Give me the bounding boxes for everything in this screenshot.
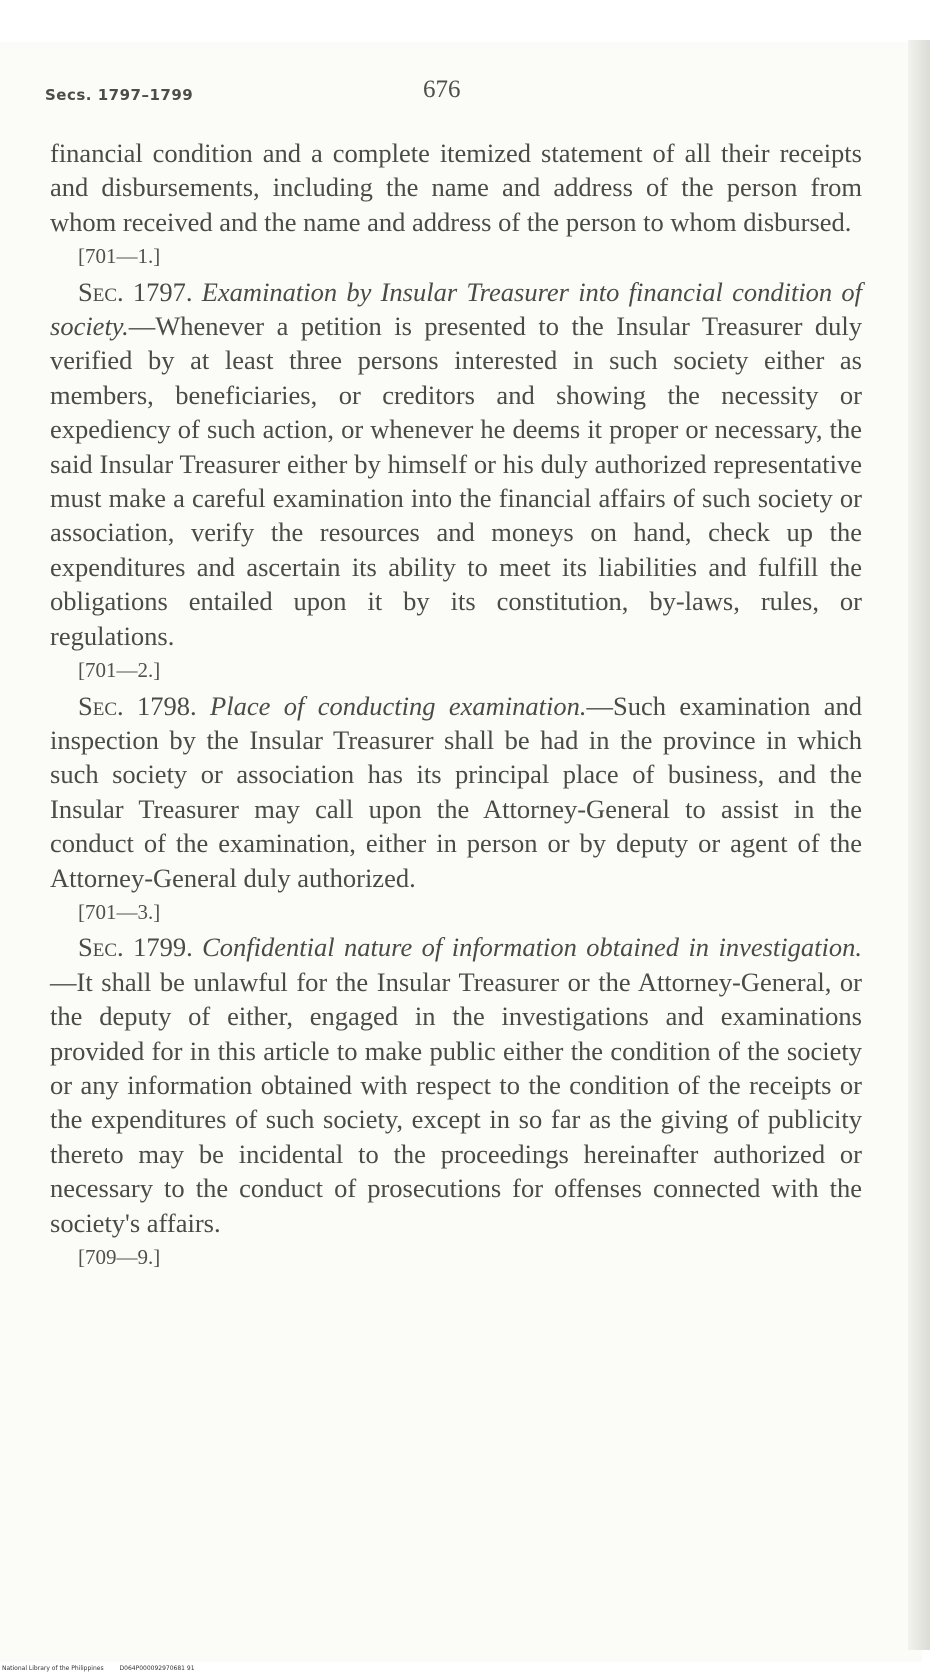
page-header [0, 76, 920, 116]
section-reference: [701—2.] [78, 658, 161, 683]
intro-paragraph: financial condition and a complete itemized statement of all their receipts and disbursements, including the name and address of the person from whom received and the name and address of the person to whom disbursed. [50, 138, 862, 237]
page-body [50, 136, 862, 1275]
section-caption: Place of conducting examination. [210, 690, 587, 721]
section-label: Sec. 1798. [78, 690, 197, 721]
running-head: Secs. 1797–1799 [45, 86, 194, 104]
section-1797 [50, 275, 862, 653]
section-label: Sec. 1797. [78, 276, 193, 307]
section-text: —Whenever a petition is presented to the Insular Treasurer duly verified by at least three persons interested in such society either as members, beneficiaries, or creditors and showing the necessity or expediency of such action, or whenever he deems it proper or necessary, the said Insular Treasurer either by himself or his duly authorized representative must make a careful examination into the financial affairs of such society or association, verify the resources and moneys on hand, check up the expenditures and ascertain its ability to meet its liabilities and fulfill the obligations entailed upon it by its constitution, by-laws, rules, or regulations. [50, 311, 862, 651]
section-1798 [50, 689, 862, 895]
section-label: Sec. 1799. [78, 932, 193, 963]
library-credit: National Library of the Philippines [2, 1665, 104, 1672]
section-text: —It shall be unlawful for the Insular Treasurer or the Attorney-General, or the deputy of either, engaged in the investigations and examinations provided for in this article to make public either the condition of the society or any information obtained with respect to the condition of the receipts or the expenditures of such society, except in so far as the giving of publicity thereto may be incidental to the proceedings hereinafter authorized or necessary to the conduct of prosecutions for offenses connected with the society's affairs. [50, 966, 862, 1238]
page-gutter-shadow [908, 40, 930, 1650]
final-reference: [709—9.] [78, 1245, 161, 1269]
section-reference: [701—3.] [78, 899, 161, 924]
section-caption: Examination by Insular Treasurer into financial condition of society. [50, 276, 863, 342]
section-reference: [701—1.] [78, 244, 161, 269]
scan-footer [2, 1665, 209, 1672]
page-number: 676 [423, 76, 461, 103]
section-text: —Such examination and inspection by the Insular Treasurer shall be had in the province in which such society or association has its principal place of business, and the Insular Treasurer may call upon the Attorney-General to assist in the conduct of the examination, either in person or by deputy or agent of the Attorney-General duly authorized. [50, 690, 863, 893]
scan-identifier: D064P000092970681 91 [119, 1665, 195, 1672]
section-caption: Confidential nature of information obtained in investigation. [202, 932, 862, 963]
section-1799 [50, 930, 862, 1240]
